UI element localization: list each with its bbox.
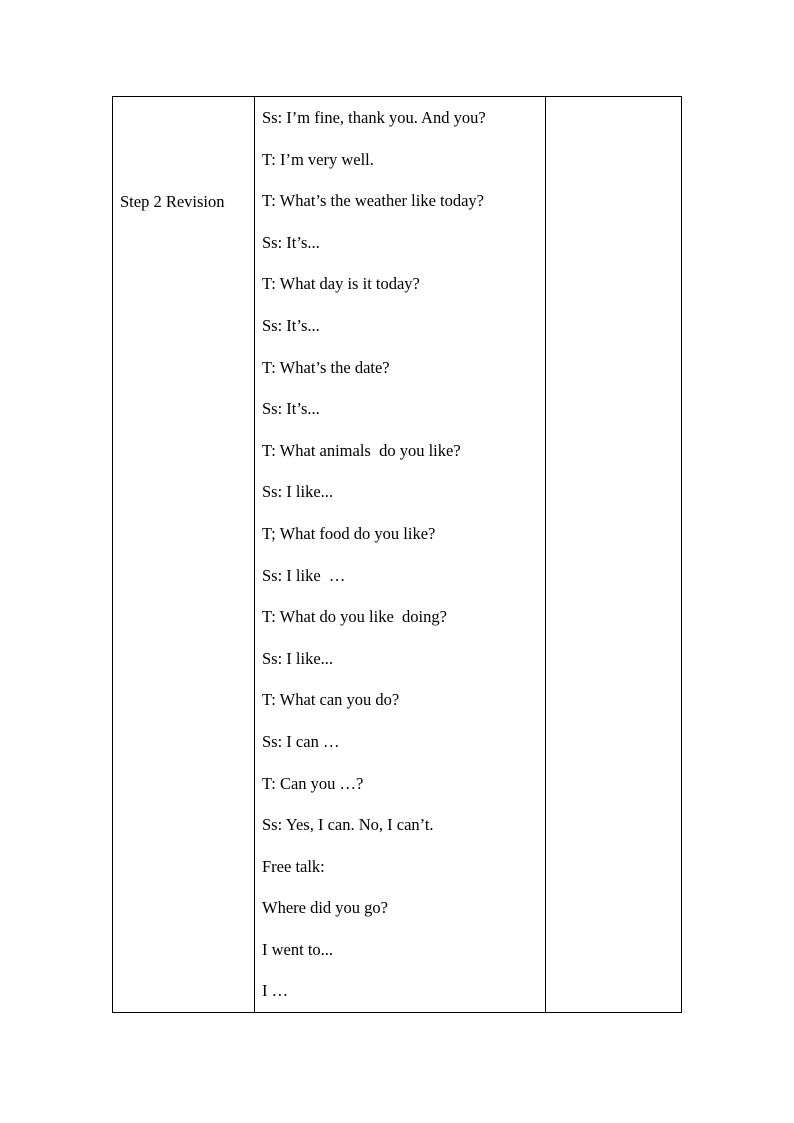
dialogue-line: T: What’s the weather like today? [262, 191, 485, 211]
dialogue-line: T; What food do you like? [262, 523, 436, 543]
dialogue-line: T: What’s the date? [262, 357, 390, 377]
dialogue-line: I … [262, 981, 289, 1001]
dialogue-line: Free talk: [262, 856, 325, 876]
dialogue-lines [262, 108, 486, 1023]
dialogue-line: T: What do you like doing? [262, 607, 447, 627]
dialogue-line: Ss: I like... [262, 482, 334, 502]
dialogue-line: Where did you go? [262, 898, 388, 918]
dialogue-line: Ss: I can … [262, 731, 340, 751]
dialogue-line: Ss: Yes, I can. No, I can’t. [262, 815, 434, 835]
dialogue-line: Ss: It’s... [262, 232, 320, 252]
dialogue-line: Ss: I’m fine, thank you. And you? [262, 108, 486, 127]
notes-cell [546, 97, 682, 1013]
dialogue-line: T: What animals do you like? [262, 440, 461, 460]
step-cell [113, 97, 255, 1013]
dialogue-line: Ss: It’s... [262, 315, 320, 335]
dialogue-line: Ss: I like... [262, 648, 334, 668]
step-label: Step 2 Revision [120, 192, 225, 211]
dialogue-cell [255, 97, 546, 1013]
lesson-plan-table [112, 96, 682, 1013]
dialogue-line: Ss: I like … [262, 565, 346, 585]
dialogue-line: T: What can you do? [262, 690, 400, 710]
dialogue-line: I went to... [262, 939, 334, 959]
dialogue-line: T: What day is it today? [262, 274, 420, 294]
dialogue-line: T: I’m very well. [262, 149, 374, 169]
table-row [113, 97, 682, 1013]
dialogue-line: Ss: It’s... [262, 399, 320, 419]
dialogue-line: T: Can you …? [262, 773, 364, 793]
